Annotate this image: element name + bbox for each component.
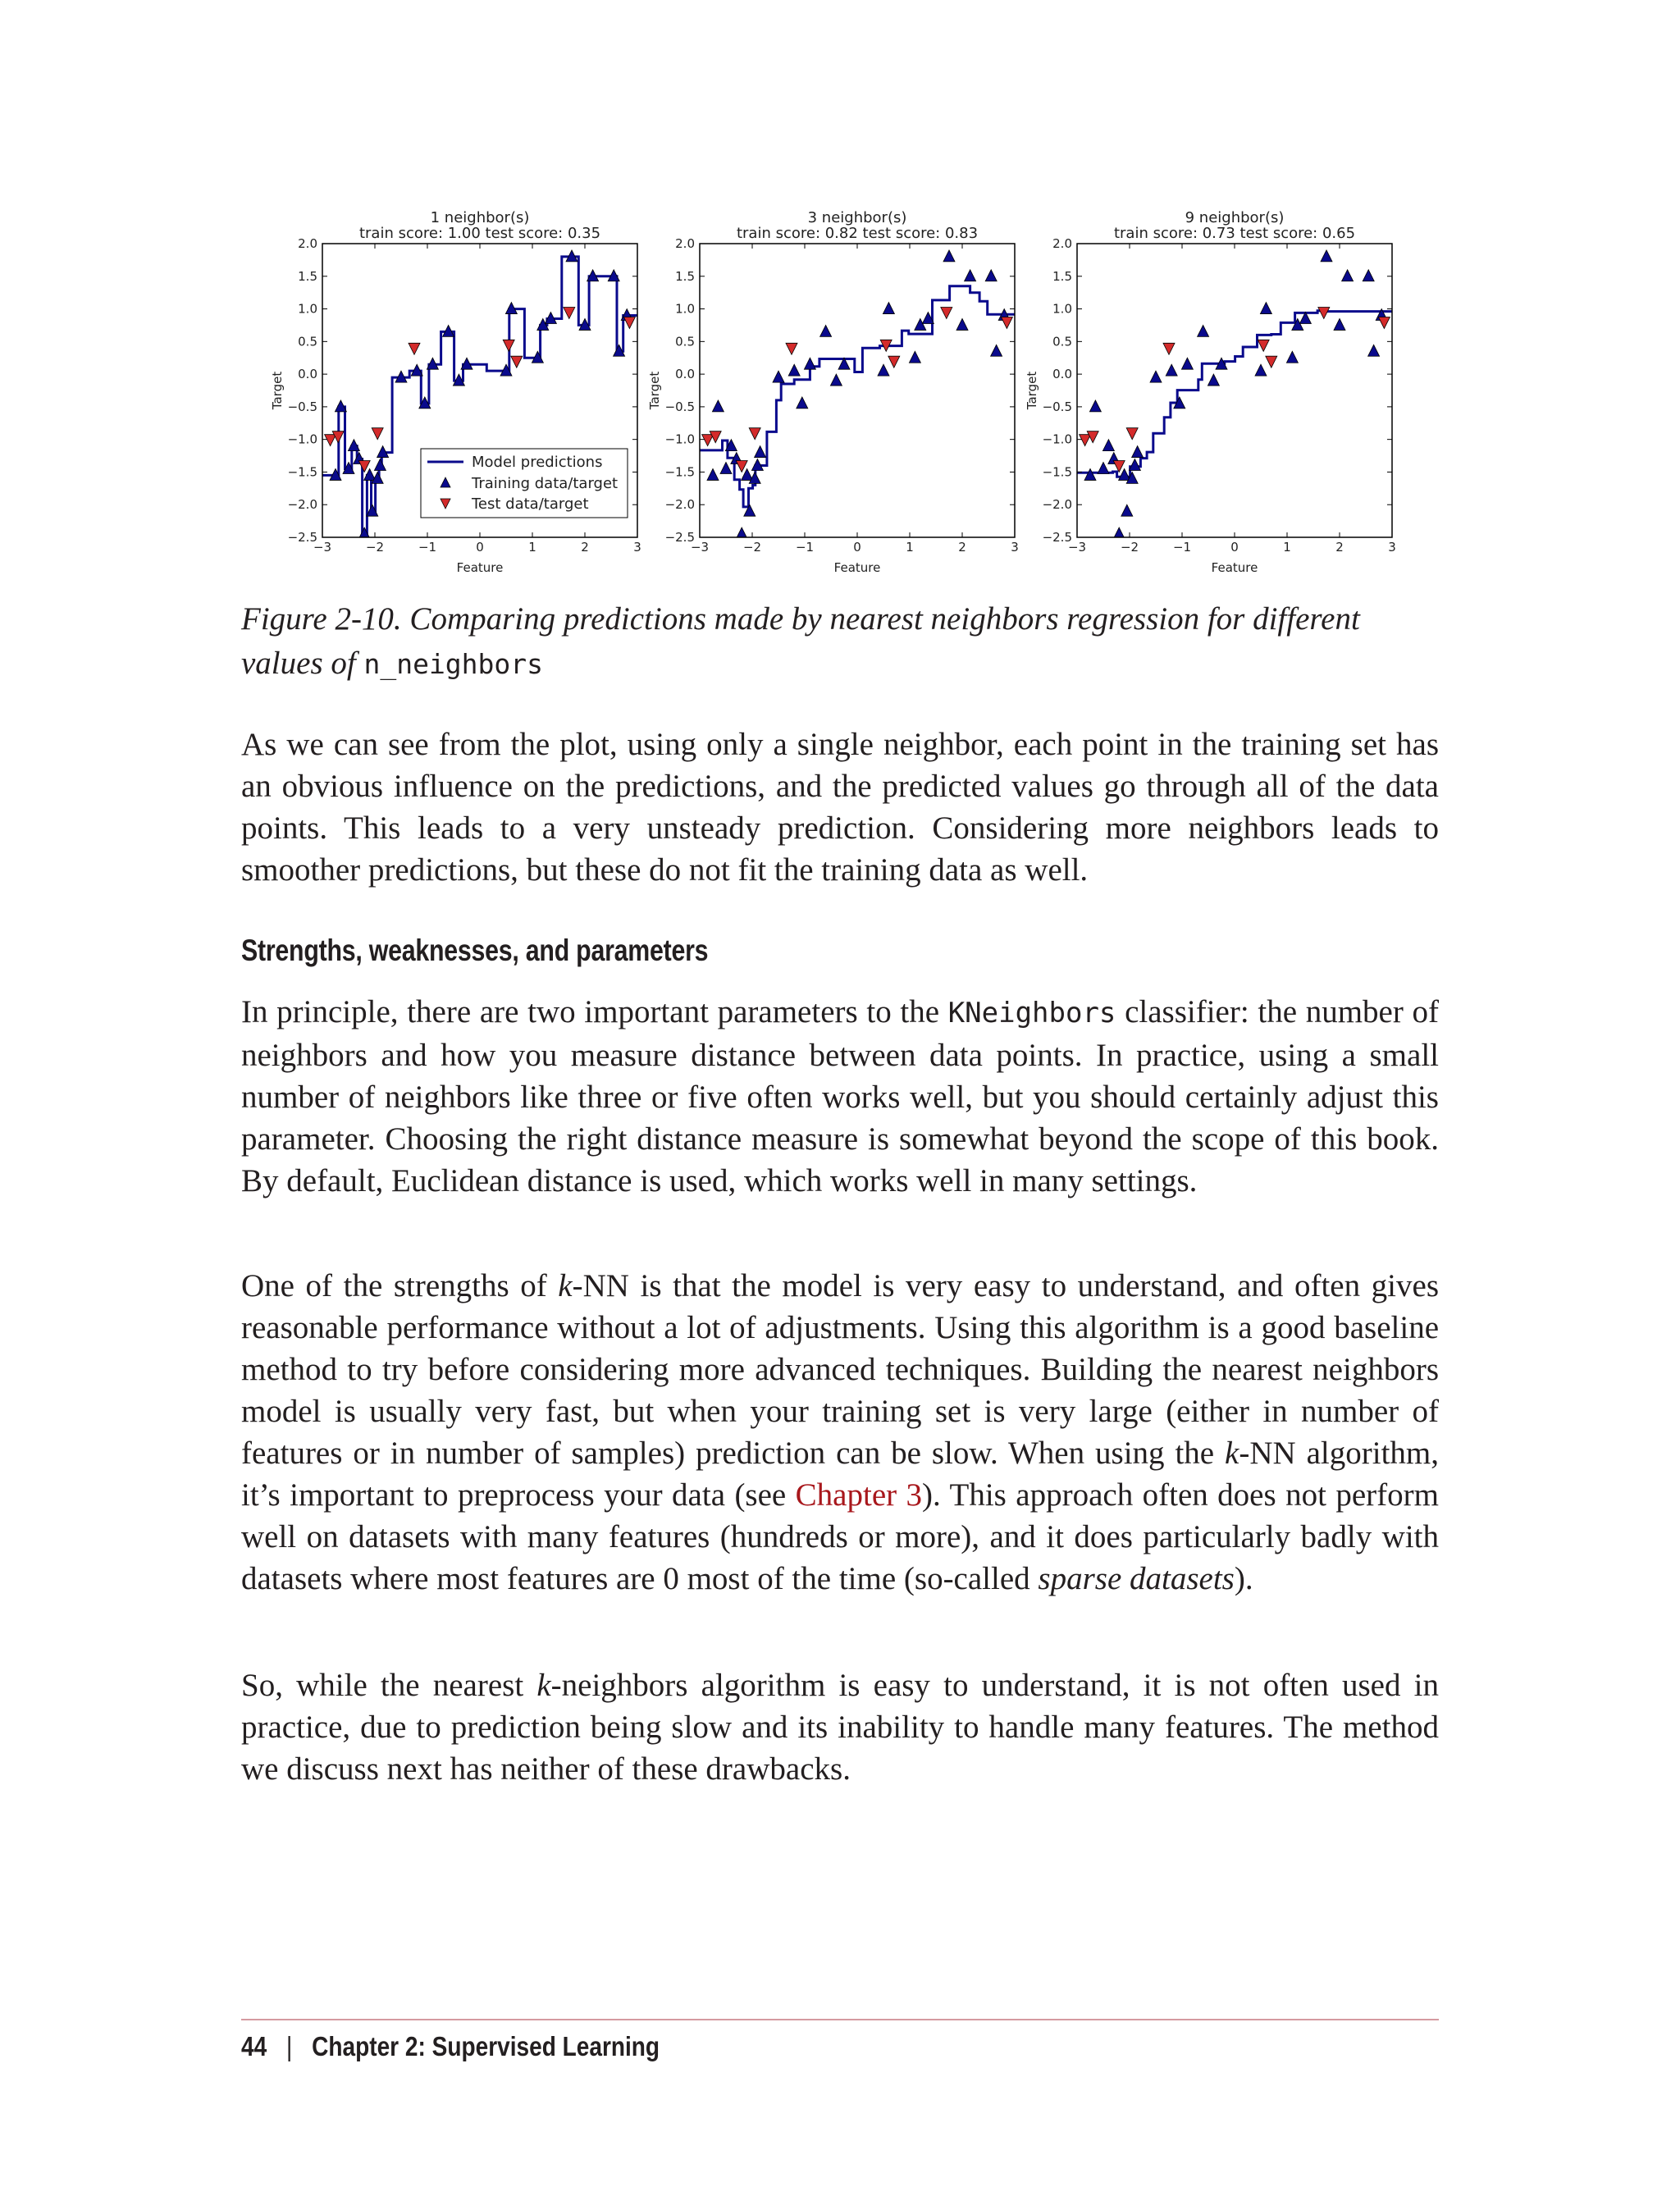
test-point xyxy=(1001,317,1012,328)
training-point xyxy=(364,468,376,480)
training-point xyxy=(1368,345,1380,356)
x-tick-label: 0 xyxy=(1230,540,1239,555)
training-point xyxy=(830,374,842,386)
footer-separator: | xyxy=(286,2031,293,2061)
x-tick-label: 2 xyxy=(958,540,966,555)
training-point xyxy=(1119,468,1130,480)
y-axis-label: Target xyxy=(647,371,662,410)
chart-panel-1 xyxy=(270,209,641,574)
training-point xyxy=(909,351,920,363)
training-point xyxy=(707,468,719,480)
x-tick-label: 0 xyxy=(476,540,484,555)
y-tick-label: 1.5 xyxy=(675,268,695,284)
legend-label-model: Model predictions xyxy=(472,454,603,471)
knn-regression-plots xyxy=(254,197,1460,574)
training-point xyxy=(1208,374,1219,386)
chart-title: 3 neighbor(s) xyxy=(807,209,907,226)
legend-label-test: Test data/target xyxy=(472,495,589,513)
test-point xyxy=(749,428,760,440)
training-point xyxy=(1089,400,1101,412)
training-point xyxy=(991,345,1002,356)
test-point xyxy=(372,428,383,440)
y-tick-label: 1.5 xyxy=(1052,268,1072,284)
plot-frame xyxy=(1077,244,1392,537)
y-tick-label: −1.5 xyxy=(664,464,695,480)
x-tick-label: 2 xyxy=(581,540,589,555)
training-point xyxy=(878,364,889,376)
y-tick-label: 2.0 xyxy=(1052,236,1072,251)
y-tick-label: 0.0 xyxy=(675,367,695,382)
y-tick-label: −1.0 xyxy=(1042,431,1072,447)
y-tick-label: −1.5 xyxy=(1042,464,1072,480)
x-tick-label: 3 xyxy=(633,540,641,555)
test-point xyxy=(736,460,747,472)
y-tick-label: −1.0 xyxy=(287,431,317,447)
training-point xyxy=(788,364,800,376)
training-point xyxy=(1255,364,1267,376)
chart-title: 1 neighbor(s) xyxy=(430,209,530,226)
y-axis-label: Target xyxy=(270,371,285,410)
x-tick-label: −1 xyxy=(418,540,437,555)
training-point xyxy=(797,397,808,409)
training-point xyxy=(1286,351,1298,363)
y-tick-label: −2.0 xyxy=(287,497,317,513)
footer-rule xyxy=(241,2019,1439,2020)
x-tick-label: −3 xyxy=(313,540,332,555)
y-tick-label: −2.5 xyxy=(664,530,695,545)
training-point xyxy=(1166,364,1177,376)
paragraph-2: In principle, there are two important parameters to the KNeighbors classifier: the number of neighbors and how you measure distance between data points. In practice, using a small number of neighbors like three or five often works well, but you should certainly adjust this parameter. Choosing the right distance measure is somewhat beyond the scope of this book. By default, Euclidean distance is used, which works well in many settings. xyxy=(241,994,1439,1198)
y-tick-label: −0.5 xyxy=(287,399,317,414)
training-point xyxy=(1132,446,1144,458)
training-point xyxy=(956,318,968,330)
test-point xyxy=(409,343,420,354)
test-point xyxy=(511,356,523,368)
x-axis-label: Feature xyxy=(1211,560,1258,574)
training-point xyxy=(943,250,955,262)
x-tick-label: 1 xyxy=(528,540,536,555)
test-point xyxy=(1378,317,1390,328)
y-tick-label: −1.0 xyxy=(664,431,695,447)
chart-title: 9 neighbor(s) xyxy=(1185,209,1285,226)
x-axis-label: Feature xyxy=(456,560,504,574)
y-tick-label: −2.0 xyxy=(664,497,695,513)
chart-panel-2 xyxy=(647,209,1019,574)
y-tick-label: −2.5 xyxy=(287,530,317,545)
y-tick-label: −0.5 xyxy=(664,399,695,414)
test-point xyxy=(702,435,714,446)
test-point xyxy=(1258,340,1269,351)
y-tick-label: 0.0 xyxy=(298,367,317,382)
training-point xyxy=(1363,270,1374,281)
test-point xyxy=(503,340,514,351)
training-point xyxy=(965,270,976,281)
training-point xyxy=(804,358,815,369)
training-point xyxy=(1150,371,1162,382)
x-tick-label: −2 xyxy=(742,540,762,555)
training-point xyxy=(1198,325,1209,336)
training-point xyxy=(1129,459,1140,470)
x-tick-label: 2 xyxy=(1335,540,1344,555)
y-axis-label: Target xyxy=(1025,371,1039,410)
y-tick-label: 0.5 xyxy=(1052,334,1072,349)
training-point xyxy=(985,270,997,281)
x-tick-label: −3 xyxy=(1067,540,1087,555)
chart-subtitle: train score: 1.00 test score: 0.35 xyxy=(358,225,601,242)
test-point xyxy=(786,343,797,354)
x-tick-label: −2 xyxy=(365,540,385,555)
chapter-3-link[interactable]: Chapter 3 xyxy=(795,1477,923,1513)
y-tick-label: 1.0 xyxy=(1052,301,1072,317)
training-point xyxy=(820,325,832,336)
y-tick-label: 2.0 xyxy=(675,236,695,251)
training-point xyxy=(1321,250,1332,262)
training-point xyxy=(1181,358,1193,369)
training-point xyxy=(1342,270,1354,281)
plot-frame xyxy=(700,244,1015,537)
figure-caption: Figure 2-10. Comparing predictions made by nearest neighbors regression for different values of n_neighbors xyxy=(241,601,1360,681)
training-point xyxy=(1334,318,1345,330)
training-point xyxy=(1260,303,1271,314)
x-tick-label: 0 xyxy=(853,540,861,555)
training-point xyxy=(755,446,766,458)
test-point xyxy=(1163,343,1175,354)
figure-2-10 xyxy=(254,197,1460,574)
page-number: 44 xyxy=(241,2031,267,2061)
test-point xyxy=(888,356,900,368)
training-point xyxy=(742,468,753,480)
test-point xyxy=(1126,428,1138,440)
test-point xyxy=(358,460,370,472)
x-axis-label: Feature xyxy=(833,560,881,574)
paragraph-1: As we can see from the plot, using only a single neighbor, each point in the training set has an obvious influence on the predictions, and the predicted values go through all of the data points. This leads to a very unsteady prediction. Considering more neighbors leads to smoother predictions, but these do not fit the training data as well. xyxy=(241,727,1439,888)
section-heading: Strengths, weaknesses, and parameters xyxy=(241,934,709,967)
x-tick-label: 1 xyxy=(906,540,914,555)
x-tick-label: 3 xyxy=(1011,540,1019,555)
y-tick-label: −0.5 xyxy=(1042,399,1072,414)
training-point xyxy=(773,371,784,382)
chart-subtitle: train score: 0.73 test score: 0.65 xyxy=(1113,225,1356,242)
test-point xyxy=(1113,460,1125,472)
chart-panel-3 xyxy=(1025,209,1396,574)
training-point xyxy=(720,462,732,473)
y-tick-label: 1.0 xyxy=(298,301,317,317)
x-tick-label: −2 xyxy=(1120,540,1139,555)
x-tick-label: 3 xyxy=(1388,540,1396,555)
y-tick-label: 0.5 xyxy=(298,334,317,349)
x-tick-label: −1 xyxy=(795,540,815,555)
training-point xyxy=(1102,440,1114,451)
x-tick-label: −1 xyxy=(1172,540,1192,555)
y-tick-label: 1.5 xyxy=(298,268,317,284)
test-point xyxy=(564,308,575,319)
page-footer xyxy=(241,2031,660,2062)
y-tick-label: 1.0 xyxy=(675,301,695,317)
chart-subtitle: train score: 0.82 test score: 0.83 xyxy=(736,225,979,242)
training-point xyxy=(712,400,724,412)
training-point xyxy=(883,303,894,314)
x-tick-label: −3 xyxy=(690,540,710,555)
x-tick-label: 1 xyxy=(1283,540,1291,555)
test-point xyxy=(1318,308,1330,319)
test-point xyxy=(325,435,336,446)
legend xyxy=(421,449,628,518)
paragraph-3: One of the strengths of k-NN is that the model is very easy to understand, and often gives reasonable performance without a lot of adjustments. Using this algorithm is a good baseline method to try before considering more advanced techniques. Building the nearest neighbors model is usually very fast, but when your training set is very large (either in number of features or in number of samples) prediction can be slow. When using the k-NN algorithm, it’s important to preprocess your data (see Chapter 3). This approach often does not perform well on datasets with many features (hundreds or more), and it does particularly badly with datasets where most features are 0 most of the time (so-called sparse datasets). xyxy=(241,1268,1440,1596)
chapter-title: Chapter 2: Supervised Learning xyxy=(312,2031,660,2061)
y-tick-label: −2.0 xyxy=(1042,497,1072,513)
training-point xyxy=(1098,462,1109,473)
paragraph-4: So, while the nearest k-neighbors algorithm is easy to understand, it is not often used in practice, due to prediction being slow and its inability to handle many features. The method we discuss next has neither of these drawbacks. xyxy=(241,1668,1439,1787)
test-point xyxy=(941,308,952,319)
test-point xyxy=(1266,356,1277,368)
test-point xyxy=(1080,435,1091,446)
training-point xyxy=(1084,468,1096,480)
legend-label-train: Training data/target xyxy=(472,475,619,492)
test-point xyxy=(623,317,635,328)
training-point xyxy=(374,459,386,470)
y-tick-label: 0.5 xyxy=(675,334,695,349)
y-tick-label: −2.5 xyxy=(1042,530,1072,545)
y-tick-label: 0.0 xyxy=(1052,367,1072,382)
model-prediction-line xyxy=(1077,311,1392,477)
y-tick-label: 2.0 xyxy=(298,236,317,251)
training-point xyxy=(1121,504,1133,516)
y-tick-label: −1.5 xyxy=(287,464,317,480)
